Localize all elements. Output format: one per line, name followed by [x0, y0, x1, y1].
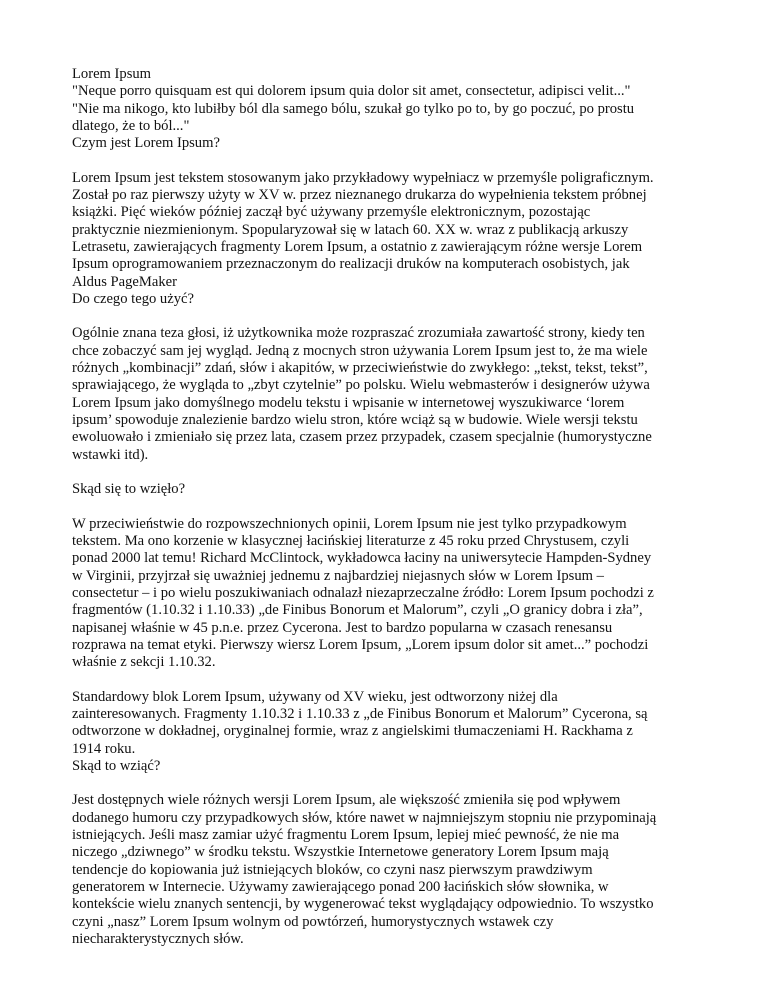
- paragraph-gap: [72, 308, 712, 325]
- paragraph-gap: [72, 498, 712, 515]
- polish-quote-line: "Nie ma nikogo, kto lubiłby ból dla samego bólu, szukał go tylko po to, by go poczuć, po prostu: [72, 100, 635, 117]
- section-question-why: Do czego tego użyć?: [72, 290, 194, 307]
- paragraph-line: odtworzone w dokładnej, oryginalnej formie, wraz z angielskimi tłumaczeniami H. Rackhama z: [72, 723, 633, 740]
- paragraph-line: tekstem. Ma ono korzenie w klasycznej łacińskiej literaturze z 45 roku przed Chrystusem, czyli: [72, 533, 630, 550]
- paragraph-line: Lorem Ipsum jako domyślnego modelu tekstu i wpisanie w internetowej wyszukiwarce ‘lorem: [72, 394, 625, 411]
- paragraph-what-is: [72, 170, 712, 308]
- paragraph-origin: [72, 516, 712, 672]
- paragraph-line: fragmentów (1.10.32 i 1.10.33) „de Finibus Bonorum et Malorum”, czyli „O granicy dobra i zła”,: [72, 602, 643, 619]
- paragraph-line: sprawiającego, że wygląda to „zbyt czytelnie” po polsku. Wielu webmasterów i designerów używa: [72, 377, 650, 394]
- paragraph-line: wstawki itd).: [72, 446, 149, 463]
- paragraph-line: Jest dostępnych wiele różnych wersji Lorem Ipsum, ale większość zmieniła się pod wpływem: [72, 792, 621, 809]
- paragraph-line: chce zobaczyć sam jej wygląd. Jedną z mocnych stron używania Lorem Ipsum jest to, że ma wiele: [72, 342, 648, 359]
- document-page: [72, 66, 712, 948]
- paragraph-line: W przeciwieństwie do rozpowszechnionych opinii, Lorem Ipsum nie jest tylko przypadkowym: [72, 515, 627, 532]
- paragraph-line: niczego „dziwnego” w środku tekstu. Wszystkie Internetowe generatory Lorem Ipsum mają: [72, 844, 609, 861]
- paragraph-line: napisanej właśnie w 45 p.n.e. przez Cycerona. Jest to bardzo popularna w czasach renesansu: [72, 619, 613, 636]
- paragraph-gap: [72, 464, 712, 481]
- paragraph-line: dodanego humoru czy przypadkowych słów, które nawet w najmniejszym stopniu nie przypominają: [72, 809, 657, 826]
- paragraph-line: consectetur – i po wielu poszukiwaniach odnalazł niezaprzeczalne źródło: Lorem Ipsum pochodzi z: [72, 584, 654, 601]
- paragraph-line: Standardowy blok Lorem Ipsum, używany od XV wieku, jest odtworzony niżej dla: [72, 688, 558, 705]
- paragraph-gap: [72, 671, 712, 688]
- paragraph-gap: [72, 775, 712, 792]
- paragraph-line: tendencje do kopiowania już istniejących bloków, co czyni nasz pierwszym prawdziwym: [72, 861, 593, 878]
- latin-quote: "Neque porro quisquam est qui dolorem ipsum quia dolor sit amet, consectetur, adipisci velit...": [72, 83, 631, 100]
- paragraph-line: różnych „kombinacji” zdań, słów i akapitów, w przeciwieństwie do zwykłego: „tekst, tekst, tekst”,: [72, 360, 648, 377]
- paragraph-line: właśnie z sekcji 1.10.32.: [72, 654, 216, 671]
- paragraph-line: ipsum’ spowoduje znalezienie bardzo wielu stron, które wciąż są w budowie. Wiele wersji tekstu: [72, 411, 638, 428]
- paragraph-line: książki. Pięć wieków później zaczął być używany przemyśle elektronicznym, pozostając: [72, 204, 591, 221]
- section-question-where-from: Skąd się to wzięło?: [72, 481, 186, 498]
- paragraph-line: Ipsum oprogramowaniem przeznaczonym do realizacji druków na komputerach osobistych, jak: [72, 256, 630, 273]
- paragraph-line: Lorem Ipsum jest tekstem stosowanym jako przykładowy wypełniacz w przemyśle poligraficznym.: [72, 169, 654, 186]
- paragraph-line: Letrasetu, zawierających fragmenty Lorem Ipsum, a ostatnio z zawierającym różne wersje Lorem: [72, 238, 643, 255]
- paragraph-line: czyni „nasz” Lorem Ipsum wolnym od powtórzeń, humorystycznych wstawek czy: [72, 913, 554, 930]
- paragraph-line: Aldus PageMaker: [72, 273, 177, 290]
- section-question-what: Czym jest Lorem Ipsum?: [72, 135, 220, 152]
- polish-quote-line: dlatego, że to ból...": [72, 117, 190, 134]
- paragraph-why-use: [72, 325, 712, 463]
- paragraph-line: generatorem w Internecie. Używamy zawierającego ponad 200 łacińskich słów słownika, w: [72, 878, 609, 895]
- paragraph-line: zainteresowanych. Fragmenty 1.10.32 i 1.10.33 z „de Finibus Bonorum et Malorum” Cycerona, są: [72, 705, 648, 722]
- paragraph-line: w Virginii, przyjrzał się uważniej jednemu z najbardziej niejasnych słów w Lorem Ipsum –: [72, 567, 604, 584]
- intro-block: [72, 66, 712, 152]
- document-title: Lorem Ipsum: [72, 66, 152, 82]
- paragraph-gap: [72, 152, 712, 169]
- paragraph-line: ponad 2000 lat temu! Richard McClintock, wykładowca łaciny na uniwersytecie Hampden-Sydney: [72, 550, 652, 567]
- paragraph-line: 1914 roku.: [72, 740, 136, 757]
- paragraph-standard-block: [72, 689, 712, 775]
- paragraph-line: niecharakterystycznych słów.: [72, 930, 244, 947]
- paragraph-versions: [72, 792, 712, 948]
- paragraph-line: rozprawa na temat etyki. Pierwszy wiersz Lorem Ipsum, „Lorem ipsum dolor sit amet...” pochodzi: [72, 636, 649, 653]
- paragraph-line: Ogólnie znana teza głosi, iż użytkownika może rozpraszać zrozumiała zawartość strony, kiedy ten: [72, 325, 645, 342]
- paragraph-line: kontekście wielu znanych sentencji, by wygenerować tekst wyglądający odpowiednio. To wszystko: [72, 896, 654, 913]
- paragraph-line: Został po raz pierwszy użyty w XV w. przez nieznanego drukarza do wypełnienia tekstem próbnej: [72, 187, 647, 204]
- paragraph-line: istniejących. Jeśli masz zamiar użyć fragmentu Lorem Ipsum, lepiej mieć pewność, że nie ma: [72, 827, 620, 844]
- paragraph-line: praktycznie niezmienionym. Spopularyzował się w latach 60. XX w. wraz z publikacją arkuszy: [72, 221, 629, 238]
- section-question-where-get: Skąd to wziąć?: [72, 757, 161, 774]
- paragraph-line: ewoluowało i zmieniało się przez lata, czasem przez przypadek, czasem specjalnie (humorystyczne: [72, 429, 652, 446]
